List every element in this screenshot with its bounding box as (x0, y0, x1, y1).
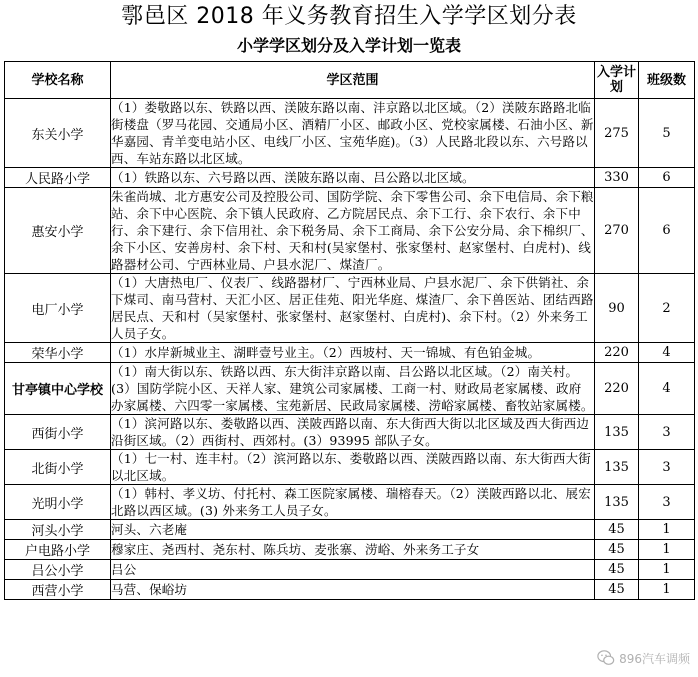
enrollment-plan-cell: 135 (595, 485, 639, 520)
table-row (5, 343, 695, 363)
enrollment-plan-cell: 270 (595, 188, 639, 274)
table-row (5, 99, 695, 168)
school-district-table (4, 61, 695, 600)
district-range-cell: 马营、保峪坊 (111, 580, 595, 600)
table-body (5, 99, 695, 600)
class-count-cell: 5 (639, 99, 695, 168)
table-row (5, 274, 695, 343)
table-row (5, 415, 695, 450)
district-range-cell: （1）南大街以东、铁路以西、东大街沣京路以南、吕公路以北区域。（2）南关村。(3）国防学院小区、天祥人家、建筑公司家属楼、工商一村、财政局老家属楼、政府办家属楼、六四零一家属楼、宝苑新居、民政局家属楼、涝峪家属楼、畜牧站家属楼。 (111, 364, 594, 413)
class-count-cell: 6 (639, 188, 695, 274)
enrollment-plan-cell: 135 (595, 415, 639, 450)
school-name-cell: 惠安小学 (5, 188, 111, 274)
class-count-cell: 3 (639, 450, 695, 485)
class-count-cell: 1 (639, 560, 695, 580)
school-name-cell: 光明小学 (5, 485, 111, 520)
table-row (5, 168, 695, 188)
page-subtitle: 小学学区划分及入学计划一览表 (236, 36, 461, 55)
school-name-cell: 西营小学 (5, 580, 111, 600)
table-header-row (5, 62, 695, 99)
school-name-cell: 吕公小学 (5, 560, 111, 580)
header-plan: 入学计划 (595, 62, 639, 99)
district-range-cell: （1）铁路以东、六号路以西、渼陂东路以南、吕公路以北区域。 (111, 168, 595, 188)
district-range-cell: （1）滨河路以东、娄敬路以西、渼陂西路以南、东大街西大街以北区域及西大街西边沿街区域。（2）西街村、西郊村。(3）93995 部队子女。 (111, 415, 595, 450)
enrollment-plan-cell: 45 (595, 580, 639, 600)
enrollment-plan-cell: 45 (595, 540, 639, 560)
table-row (5, 520, 695, 540)
school-name-cell: 电厂小学 (5, 274, 111, 343)
table-row (5, 188, 695, 274)
watermark-text: 896汽车调频 (619, 651, 690, 666)
district-range-cell: （1）韩村、孝义坊、付托村、森工医院家属楼、瑞榕春天。（2）渼陂西路以北、展宏北路以西区域。(3) 外来务工人员子女。 (111, 485, 595, 520)
table-row (5, 540, 695, 560)
school-name-cell: 人民路小学 (5, 168, 111, 188)
school-name-cell: 北街小学 (5, 450, 111, 485)
district-range-cell: 吕公 (111, 560, 595, 580)
table-row (5, 485, 695, 520)
class-count-cell: 4 (639, 363, 695, 415)
enrollment-plan-cell: 45 (595, 560, 639, 580)
table-row (5, 580, 695, 600)
class-count-cell: 6 (639, 168, 695, 188)
header-school: 学校名称 (5, 62, 111, 99)
district-range-cell: 穆家庄、尧西村、尧东村、陈兵坊、麦张寨、涝峪、外来务工子女 (111, 540, 595, 560)
wechat-icon (597, 649, 615, 667)
class-count-cell: 1 (639, 580, 695, 600)
district-range-cell: （1）七一村、连丰村。（2）滨河路以东、娄敬路以西、渼陂西路以南、东大街西大街以北区域。 (111, 450, 595, 485)
watermark (597, 649, 690, 667)
class-count-cell: 4 (639, 343, 695, 363)
class-count-cell: 1 (639, 520, 695, 540)
class-count-cell: 3 (639, 485, 695, 520)
district-range-cell: （1）大唐热电厂、仪表厂、线路器材厂、宁西林业局、户县水泥厂、余下供销社、余下煤司、南马营村、天汇小区、居正佳苑、阳光华庭、煤渣厂、余下兽医站、团结西路居民点、天和村（吴家堡村、张家堡村、赵家堡村、白虎村)、余下村。（2）外来务工人员子女。 (111, 275, 594, 341)
school-name-cell: 西街小学 (5, 415, 111, 450)
class-count-cell: 3 (639, 415, 695, 450)
district-range-cell: （1）娄敬路以东、铁路以西、渼陂东路以南、沣京路以北区域。（2）渼陂东路路北临街楼盘（罗马花园、交通局小区、酒精厂小区、邮政小区、党校家属楼、石油小区、新华嘉园、青羊变电站小区、电线厂小区、宝苑华庭)。（3）人民路北段以东、六号路以西、车站东路以北区域。 (111, 100, 594, 166)
class-count-cell: 1 (639, 540, 695, 560)
school-name-cell: 荣华小学 (5, 343, 111, 363)
enrollment-plan-cell: 330 (595, 168, 639, 188)
enrollment-plan-cell: 220 (595, 363, 639, 415)
enrollment-plan-cell: 220 (595, 343, 639, 363)
enrollment-plan-cell: 275 (595, 99, 639, 168)
enrollment-plan-cell: 90 (595, 274, 639, 343)
school-name-cell: 河头小学 (5, 520, 111, 540)
district-range-cell: 朱雀尚城、北方惠安公司及控股公司、国防学院、余下零售公司、余下电信局、余下粮站、余下中心医院、余下镇人民政府、乙方院居民点、余下工行、余下农行、余下中行、余下建行、余下信用社、余下税务局、余下工商局、余下公安分局、余下棉织厂、余下小区、安善房村、余下村、天和村(吴家堡村、张家堡村、赵家堡村、白虎村)、线路器材公司、宁西林业局、户县水泥厂、煤渣厂。 (111, 189, 594, 272)
school-name-cell: 甘亭镇中心学校 (5, 363, 111, 415)
table-row (5, 450, 695, 485)
enrollment-plan-cell: 45 (595, 520, 639, 540)
table-row (5, 560, 695, 580)
school-name-cell: 户电路小学 (5, 540, 111, 560)
enrollment-plan-cell: 135 (595, 450, 639, 485)
header-range: 学区范围 (111, 62, 595, 99)
district-range-cell: （1）水岸新城业主、湖畔壹号业主。（2）西坡村、天一锦城、有色铂金城。 (111, 343, 595, 363)
table-row (5, 363, 695, 415)
page-title: 鄠邑区 2018 年义务教育招生入学学区划分表 (121, 4, 577, 29)
class-count-cell: 2 (639, 274, 695, 343)
school-name-cell: 东关小学 (5, 99, 111, 168)
district-range-cell: 河头、六老庵 (111, 520, 595, 540)
header-classes: 班级数 (639, 62, 695, 99)
